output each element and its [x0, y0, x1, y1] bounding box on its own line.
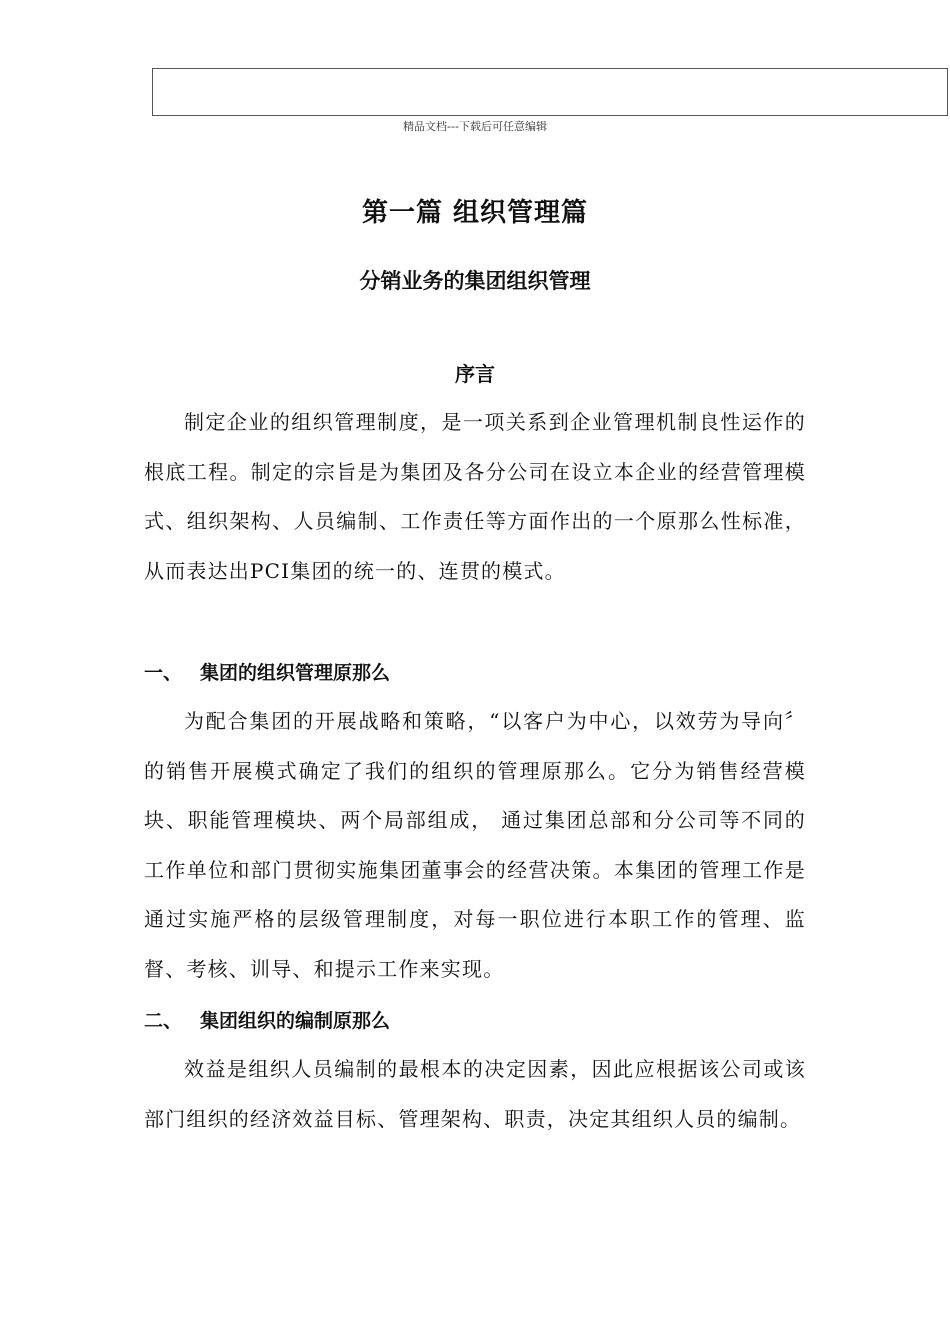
section-2-heading [144, 1006, 390, 1033]
section-1-paragraph: 为配合集团的开展战略和策略，“以客户为中心，以效劳为导向〞的销售开展模式确定了我们的组织的管理原那么。它分为销售经营模块、职能管理模块、两个局部组成， 通过集团总部和分公司等不同的工作单位和部门贯彻实施集团董事会的经营决策。本集团的管理工作是通过实施严格的层级管理制度，对每一职位进行本职工作的管理、监督、考核、训导、和提示工作来实现。 [144, 709, 806, 981]
document-subtitle: 分销业务的集团组织管理 [359, 269, 591, 293]
preface-paragraph: 制定企业的组织管理制度，是一项关系到企业管理机制良性运作的根底工程。制定的宗旨是为集团及各分公司在设立本企业的经营管理模式、组织架构、人员编制、工作责任等方面作出的一个原那么性标准，从而表达出PCI集团的统一的、连贯的模式。 [144, 410, 806, 583]
header-watermark: 精品文档---下载后可任意编辑 [403, 120, 547, 133]
section-1-title: 集团的组织管理原那么 [200, 662, 391, 684]
section-2-title: 集团组织的编制原那么 [200, 1010, 391, 1032]
section-1-number: 一、 [144, 662, 183, 684]
section-2-paragraph: 效益是组织人员编制的最根本的决定因素，因此应根据该公司或该部门组织的经济效益目标、管理架构、职责，决定其组织人员的编制。 [144, 1057, 806, 1131]
section-1-heading [144, 658, 390, 685]
section-2-number: 二、 [144, 1010, 183, 1032]
document-title: 第一篇 组织管理篇 [361, 198, 589, 228]
header-frame [152, 68, 948, 116]
preface-heading: 序言 [455, 362, 495, 386]
